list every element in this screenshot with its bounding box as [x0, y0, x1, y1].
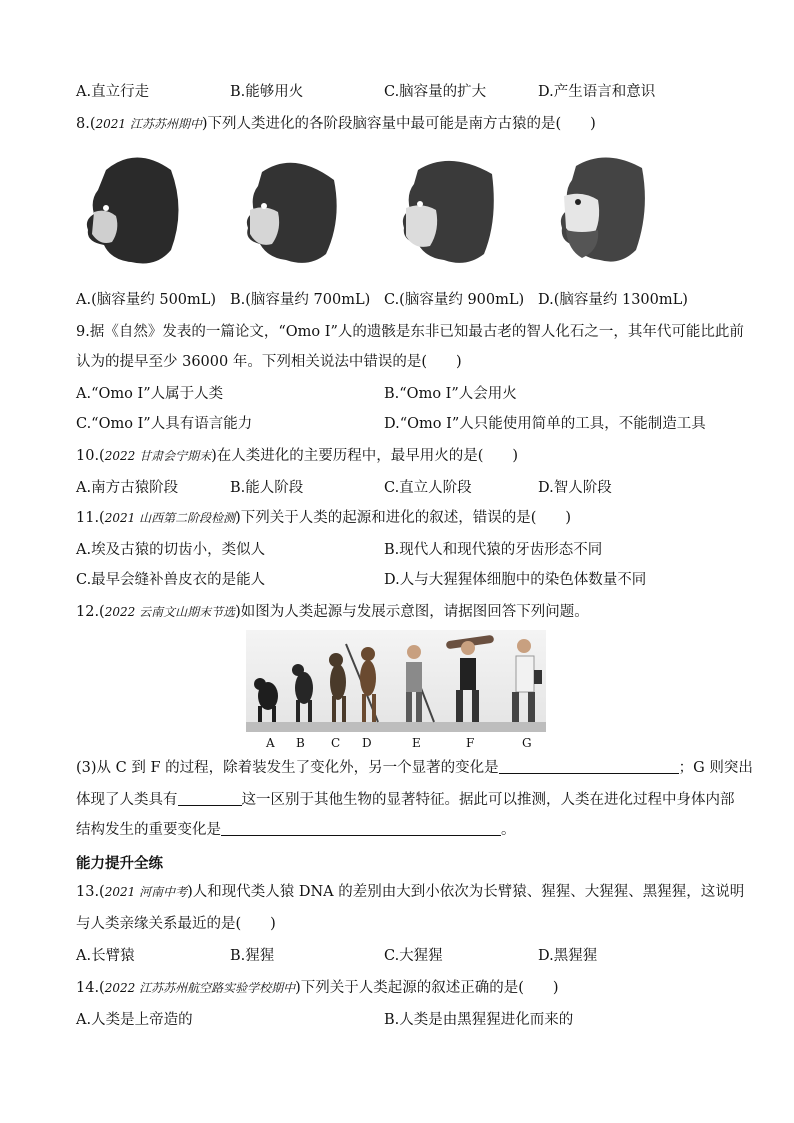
- figure-label-g: G: [522, 736, 532, 750]
- q13-option-d: D.黑猩猩: [538, 948, 598, 964]
- q11-option-b: B.现代人和现代猿的牙齿形态不同: [384, 542, 603, 558]
- q9-options-row1: [76, 384, 736, 404]
- q8-options: [76, 290, 726, 310]
- q13-option-a: A.长臂猿: [76, 948, 135, 964]
- australopithecus-head-image: [76, 150, 186, 270]
- q11-options-row2: [76, 570, 736, 590]
- q7-options: [76, 82, 726, 102]
- answer-blank-3[interactable]: [221, 820, 501, 836]
- q11-option-d: D.人与大猩猩体细胞中的染色体数量不同: [384, 572, 647, 588]
- q10-option-a: A.南方古猿阶段: [76, 480, 179, 496]
- figure-label-c: C: [331, 736, 341, 750]
- homo-sapiens-head-image: [542, 150, 652, 270]
- q9-option-d: D.“Omo Ⅰ”人只能使用简单的工具，不能制造工具: [384, 416, 706, 432]
- q14-stem: 14.(2022 江苏苏州航空路实验学校期中)下列关于人类起源的叙述正确的是( ): [76, 980, 559, 996]
- q14-option-a: A.人类是上帝造的: [76, 1012, 193, 1028]
- figure-label-e: E: [412, 736, 421, 750]
- q10-option-d: D.智人阶段: [538, 480, 612, 496]
- q9-option-c: C.“Omo Ⅰ”人具有语言能力: [76, 416, 253, 432]
- q12-stem: 12.(2022 云南文山期末节选)如图为人类起源与发展示意图，请据图回答下列问题。: [76, 604, 589, 620]
- q10-option-c: C.直立人阶段: [384, 480, 472, 496]
- q11-option-c: C.最早会缝补兽皮衣的是能人: [76, 572, 266, 588]
- homo-erectus-head-image: [388, 150, 498, 270]
- q9-stem-line1: 9.据《自然》发表的一篇论文，“Omo Ⅰ”人的遗骸是东非已知最古老的智人化石之一，其年代可能比此前: [76, 324, 744, 340]
- section-title: 能力提升全练: [76, 856, 163, 872]
- q13-source: 2021 河南中考: [104, 885, 188, 899]
- q11-option-a: A.埃及古猿的切齿小，类似人: [76, 542, 266, 558]
- q8-source: 2021 江苏苏州期中: [95, 117, 202, 131]
- q13-stem-line2: 与人类亲缘关系最近的是( ): [76, 916, 276, 932]
- homo-habilis-head-image: [234, 150, 344, 270]
- q7-option-c: C.脑容量的扩大: [384, 84, 487, 100]
- q7-option-d: D.产生语言和意识: [538, 84, 656, 100]
- q13-stem: 13.(2021 河南中考)人和现代类人猿 DNA 的差别由大到小依次为长臂猿、猩猩、大猩猩、黑猩猩，这说明: [76, 884, 745, 900]
- q12-part3-line3: 结构发生的重要变化是 。: [76, 822, 516, 838]
- q14-source: 2022 江苏苏州航空路实验学校期中: [104, 981, 296, 995]
- q9-option-a: A.“Omo Ⅰ”人属于人类: [76, 386, 224, 402]
- q9-options-row2: [76, 414, 736, 434]
- q11-stem: 11.(2021 山西第二阶段检测)下列关于人类的起源和进化的叙述，错误的是( ): [76, 510, 572, 526]
- q9-option-b: B.“Omo Ⅰ”人会用火: [384, 386, 517, 402]
- q13-option-b: B.猩猩: [230, 948, 275, 964]
- q8-skull-figures: [76, 150, 696, 275]
- q13-option-c: C.大猩猩: [384, 948, 443, 964]
- q9-stem-line2: 认为的提早至少 36000 年。下列相关说法中错误的是( ): [76, 354, 462, 370]
- q8-option-c: C.(脑容量约 900mL): [384, 292, 525, 308]
- q12-source: 2022 云南文山期末节选: [104, 605, 236, 619]
- q11-options-row1: [76, 540, 736, 560]
- q7-option-b: B.能够用火: [230, 84, 304, 100]
- q11-source: 2021 山西第二阶段检测: [104, 511, 236, 525]
- human-evolution-figure: [246, 630, 546, 732]
- figure-label-d: D: [362, 736, 372, 750]
- q13-options: [76, 946, 726, 966]
- figure-label-b: B: [296, 736, 305, 750]
- q8-option-b: B.(脑容量约 700mL): [230, 292, 371, 308]
- q14-option-b: B.人类是由黑猩猩进化而来的: [384, 1012, 574, 1028]
- figure-label-a: A: [266, 736, 275, 750]
- q10-source: 2022 甘肃会宁期末: [104, 449, 212, 463]
- q14-options: [76, 1010, 736, 1030]
- q10-option-b: B.能人阶段: [230, 480, 304, 496]
- q12-part3-line2: 体现了人类具有 这一区别于其他生物的显著特征。据此可以推测，人类在进化过程中身体内部: [76, 792, 735, 808]
- q8-option-d: D.(脑容量约 1300mL): [538, 292, 688, 308]
- q8-stem: 8.(2021 江苏苏州期中)下列人类进化的各阶段脑容量中最可能是南方古猿的是( ): [76, 116, 596, 132]
- answer-blank-1[interactable]: [499, 758, 679, 774]
- q8-option-a: A.(脑容量约 500mL): [76, 292, 217, 308]
- q7-option-a: A.直立行走: [76, 84, 150, 100]
- q12-part3-line1: (3)从 C 到 F 的过程，除着装发生了变化外，另一个显著的变化是 ；G 则突出: [76, 760, 753, 776]
- answer-blank-2[interactable]: [178, 790, 242, 806]
- figure-label-f: F: [466, 736, 475, 750]
- q10-options: [76, 478, 726, 498]
- q10-stem: 10.(2022 甘肃会宁期末)在人类进化的主要历程中，最早用火的是( ): [76, 448, 519, 464]
